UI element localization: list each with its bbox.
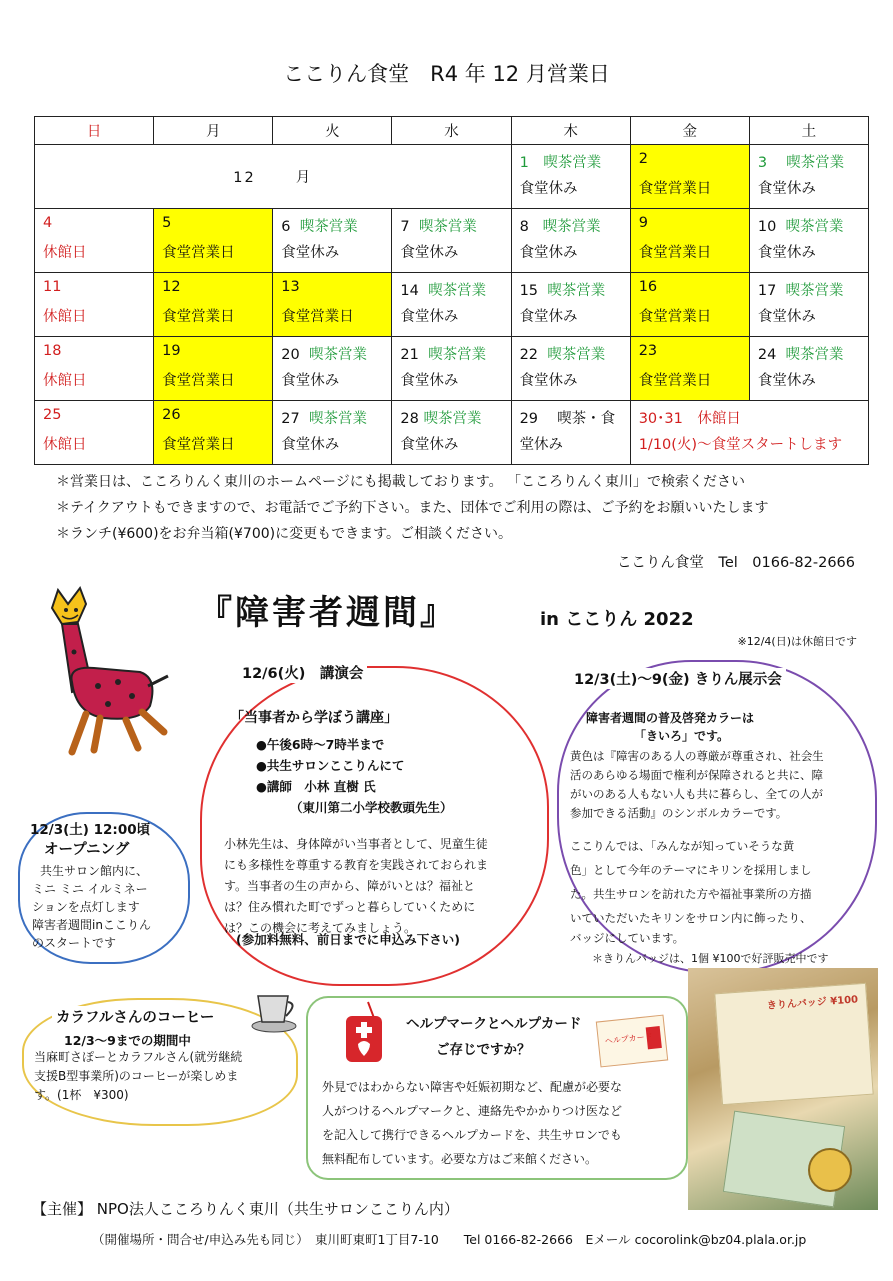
calendar-cell: 3 喫茶営業 食堂休み — [749, 145, 868, 209]
calendar-cell: 5 食堂営業日 — [154, 209, 273, 273]
contact-details: （開催場所・問合せ/申込み先も同じ） 東川町東町1丁目7-10 Tel 0166-82-2666 Eメール cocorolink@bz04.plala.or.jp — [92, 1232, 807, 1247]
exhibit-body: 活のあらゆる場面で権利が保障されると共に、障 — [570, 768, 823, 782]
opening-body: 障害者週間inここりん — [32, 918, 151, 932]
lecture-item: ●共生サロンここりんにて — [256, 758, 405, 773]
lecture-heading: 12/6(火) 講演会 — [238, 662, 367, 683]
lecture-footnote: (参加料無料、前日までに申込み下さい) — [236, 932, 460, 947]
help-mark-icon — [330, 1000, 394, 1066]
lecture-body: は？この機会に考えてみましょう。 — [224, 921, 417, 935]
calendar-cell: 16 食堂営業日 — [630, 273, 749, 337]
coffee-cup-icon — [250, 986, 300, 1034]
exhibit-intro: 障害者週間の普及啓発カラーは — [586, 711, 755, 725]
help-body: 無料配布しています。必要な方はご来館ください。 — [322, 1152, 598, 1166]
weekday-thu: 木 — [511, 117, 630, 145]
help-card-icon: ヘルプカード — [596, 1015, 668, 1068]
calendar-cell: 21 喫茶営業 食堂休み — [392, 337, 511, 401]
calendar-cell: 24 喫茶営業 食堂休み — [749, 337, 868, 401]
calendar-cell: 27 喫茶営業 食堂休み — [273, 401, 392, 465]
exhibit-body: 参加できる活動』のシンボルカラーです。 — [570, 806, 788, 820]
organizer: 【主催】 NPO法人こころりんく東川（共生サロンここりん内） — [32, 1200, 459, 1218]
calendar-row — [35, 337, 869, 401]
calendar-row — [35, 273, 869, 337]
weekday-tue: 火 — [273, 117, 392, 145]
calendar-cell: 9 食堂営業日 — [630, 209, 749, 273]
lecture-item: ●講師 小林 直樹 氏 — [256, 779, 376, 794]
calendar-cell: 12 食堂営業日 — [154, 273, 273, 337]
exhibit-body: がいのある人もない人も共に暮らし、全ての人が — [570, 787, 823, 801]
calendar-cell: 26 食堂営業日 — [154, 401, 273, 465]
lecture-body: す。当事者の生の声から、障がいとは？福祉と — [224, 879, 476, 893]
opening-body: 共生サロン館内に、 — [40, 864, 149, 878]
calendar-cell: 10 喫茶営業 食堂休み — [749, 209, 868, 273]
coffee-body: 支援B型事業所)のコーヒーが楽しめま — [34, 1069, 239, 1083]
weekday-sun: 日 — [35, 117, 154, 145]
exhibit-body: ここりんでは、「みんなが知っていそうな黄 — [570, 839, 795, 853]
opening-heading: 12/3(土) 12:00頃 — [30, 822, 151, 838]
coffee-period: 12/3～9までの期間中 — [64, 1033, 191, 1048]
calendar-cell: 4 休館日 — [35, 209, 154, 273]
calendar-cell: 11 休館日 — [35, 273, 154, 337]
lecture-body: にも多様性を尊重する教育を実践されておられま — [224, 858, 489, 872]
exhibit-intro: 「きいろ」です。 — [634, 729, 730, 743]
calendar-cell: 6 喫茶営業 食堂休み — [273, 209, 392, 273]
giraffe-illustration — [28, 582, 178, 772]
calendar-table — [34, 116, 869, 465]
lecture-body: 小林先生は、身体障がい当事者として、児童生徒 — [224, 837, 488, 851]
coffee-body: 当麻町さぽーとカラフルさん(就労継続 — [34, 1050, 243, 1064]
weekday-mon: 月 — [154, 117, 273, 145]
exhibit-footnote: ＊きりんバッジは、1個 ¥100で好評販売中です — [592, 952, 829, 965]
help-heading: ヘルプマークとヘルプカード — [406, 1016, 582, 1032]
coffee-body: す。(1杯 ¥300) — [34, 1088, 129, 1102]
opening-body: のスタートです — [32, 936, 117, 950]
note: ＊営業日は、こころりんく東川のホームページにも掲載しております。 「こころりんく東川」で検索ください — [56, 474, 746, 490]
lecture-affiliation: （東川第二小学校教頭先生） — [290, 800, 453, 815]
exhibit-body: 黄色は『障害のある人の尊厳が尊重され、社会生 — [570, 749, 824, 763]
exhibit-heading: 12/3(土)～9(金) きりん展示会 — [570, 668, 786, 689]
help-body: を記入して携行できるヘルプカードを、共生サロンでも — [322, 1128, 622, 1142]
exhibit-body: 色」として今年のテーマにキリンを採用しまし — [570, 863, 812, 877]
calendar-row — [35, 401, 869, 465]
lecture-item: ●午後6時～7時半まで — [256, 737, 385, 752]
calendar-cell: 22 喫茶営業 食堂休み — [511, 337, 630, 401]
calendar-cell: 1 喫茶営業 食堂休み — [511, 145, 630, 209]
calendar-row — [35, 209, 869, 273]
event-banner-title: 『障害者週間』 — [198, 593, 457, 633]
calendar-cell: 17 喫茶営業 食堂休み — [749, 273, 868, 337]
lecture-title: 「当事者から学ぼう講座」 — [230, 710, 398, 726]
calendar-cell: 23 食堂営業日 — [630, 337, 749, 401]
calendar-cell: 7 喫茶営業 食堂休み — [392, 209, 511, 273]
calendar-cell: 2 食堂営業日 — [630, 145, 749, 209]
exhibit-body: た。共生サロンを訪れた方や福祉事業所の方描 — [570, 887, 812, 901]
closed-day-note: ※12/4(日)は休館日です — [737, 635, 857, 648]
note: ＊ランチ(¥600)をお弁当箱(¥700)に変更もできます。ご相談ください。 — [56, 526, 512, 542]
calendar-cell: 20 喫茶営業 食堂休み — [273, 337, 392, 401]
calendar-cell: 30･31 休館日 1/10(火)～食堂スタートします — [630, 401, 868, 465]
exhibit-body: バッジにしています。 — [570, 931, 685, 945]
calendar-cell: 13 食堂営業日 — [273, 273, 392, 337]
calendar-cell: 28 喫茶営業 食堂休み — [392, 401, 511, 465]
opening-heading: オープニング — [44, 842, 130, 858]
cafeteria-contact: ここりん食堂 Tel 0166-82-2666 — [616, 555, 855, 571]
note: ＊テイクアウトもできますので、お電話でご予約下さい。また、団体でご利用の際は、ご予約をお願いいたします — [56, 500, 769, 516]
coffee-heading: カラフルさんのコーヒー — [52, 1006, 218, 1027]
month-label: 12 月 — [35, 145, 512, 209]
exhibit-body: いていただいたキリンをサロン内に飾ったり、 — [570, 911, 812, 925]
event-banner-suffix: in ここりん 2022 — [540, 609, 694, 630]
weekday-fri: 金 — [630, 117, 749, 145]
opening-body: ションを点灯します — [32, 900, 140, 914]
calendar-cell: 25 休館日 — [35, 401, 154, 465]
page-title: ここりん食堂 R4 年 12 月営業日 — [283, 62, 610, 86]
calendar-cell: 15 喫茶営業 食堂休み — [511, 273, 630, 337]
lecture-body: は？住み慣れた町でずっと暮らしていくために — [224, 900, 476, 914]
calendar-cell: 14 喫茶営業 食堂休み — [392, 273, 511, 337]
calendar-row — [35, 145, 869, 209]
calendar-cell: 29 喫茶・食 堂休み — [511, 401, 630, 465]
calendar-cell: 8 喫茶営業 食堂休み — [511, 209, 630, 273]
weekday-wed: 水 — [392, 117, 511, 145]
help-body: 人がつけるヘルプマークと、連絡先やかかりつけ医など — [322, 1104, 623, 1118]
weekday-header-row — [35, 117, 869, 145]
opening-body: ミニ ミニ イルミネー — [32, 882, 148, 896]
help-body: 外見ではわからない障害や妊娠初期など、配慮が必要な — [322, 1080, 623, 1094]
calendar-cell: 18 休館日 — [35, 337, 154, 401]
calendar-cell: 19 食堂営業日 — [154, 337, 273, 401]
badge-photo: きりんバッジ ¥100 — [688, 968, 878, 1210]
help-heading: ご存じですか？ — [436, 1042, 531, 1058]
weekday-sat: 土 — [749, 117, 868, 145]
